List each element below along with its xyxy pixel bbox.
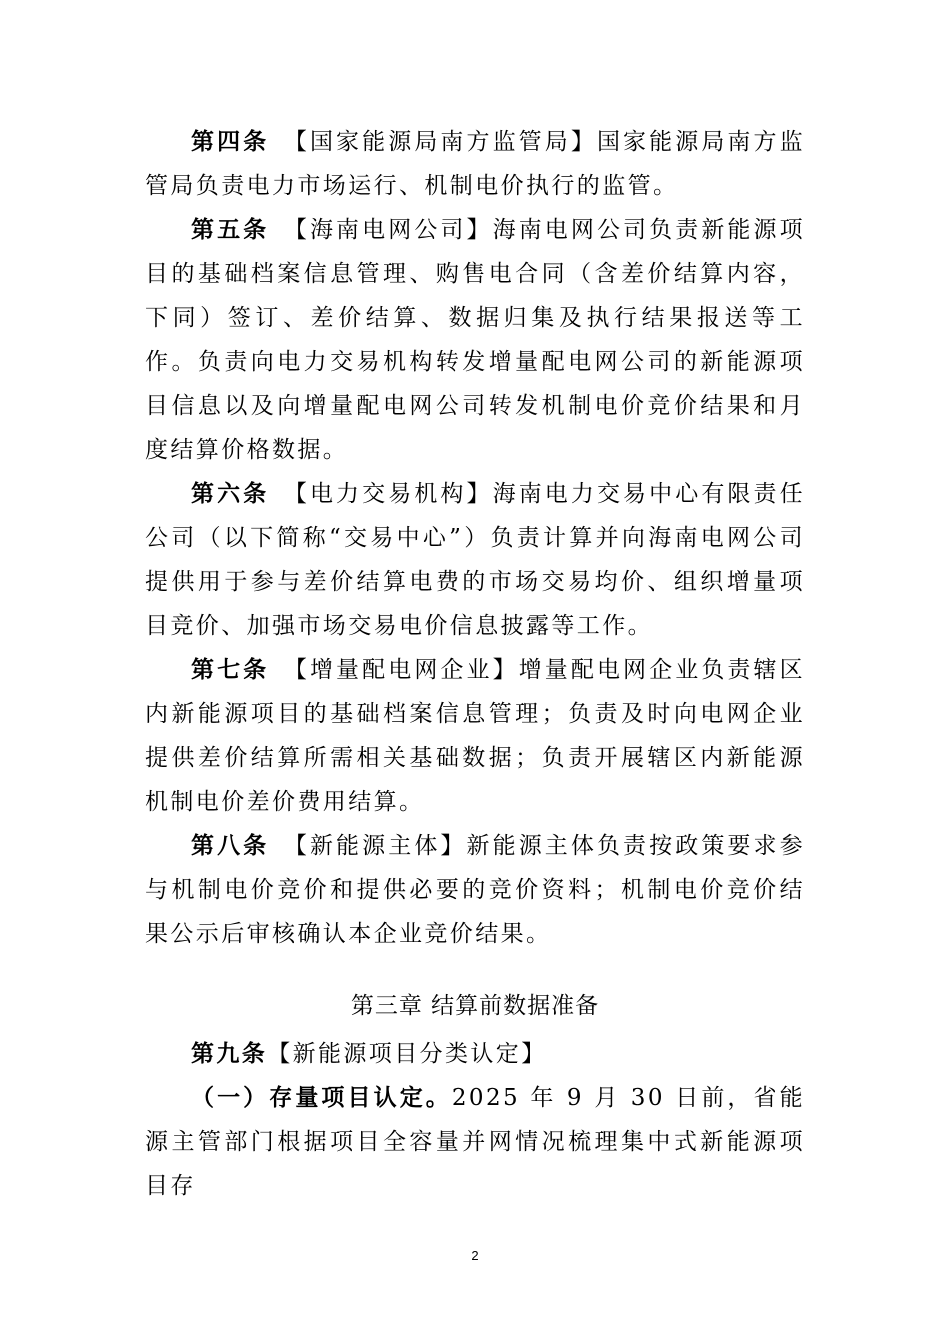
article-text: 海南电网公司负责新能源项目的基础档案信息管理、购售电合同（含差价结算内容，下同）签订、差价结算、数据归集及执行结果报送等工作。负责向电力交易机构转发增量配电网公司的新能源项目信息以及向增量配电网公司转发机制电价竞价结果和月度结算价格数据。 [145, 217, 806, 463]
article-heading: 【新能源项目分类认定】 [267, 1041, 547, 1067]
document-body [145, 120, 805, 1208]
chapter-title: 第三章 结算前数据准备 [350, 993, 600, 1019]
article-heading: 【海南电网公司】 [295, 217, 493, 243]
article-label: 第五条 [191, 217, 270, 243]
item-1 [145, 1076, 805, 1208]
page-number: 2 [471, 1248, 479, 1263]
article-text: 海南电力交易中心有限责任公司（以下简称“交易中心”）负责计算并向海南电网公司提供用于参与差价结算电费的市场交易均价、组织增量项目竞价、加强市场交易电价信息披露等工作。 [145, 481, 806, 639]
article-label: 第四条 [191, 129, 270, 155]
article-text: 增量配电网企业负责辖区内新能源项目的基础档案信息管理；负责及时向电网企业提供差价结算所需相关基础数据；负责开展辖区内新能源机制电价差价费用结算。 [145, 657, 805, 815]
article-label: 第六条 [191, 481, 270, 507]
article-4 [145, 120, 805, 208]
article-7 [145, 648, 805, 824]
article-label: 第八条 [191, 833, 270, 859]
article-8 [145, 824, 805, 956]
article-9 [145, 1032, 805, 1076]
article-heading: 【增量配电网企业】 [295, 657, 519, 683]
article-6 [145, 472, 805, 648]
item-text: 2025 年 9 月 30 日前，省能源主管部门根据项目全容量并网情况梳理集中式新能源项目存 [145, 1085, 806, 1199]
article-5 [145, 208, 805, 472]
article-heading: 【新能源主体】 [295, 833, 467, 859]
article-heading: 【国家能源局南方监管局】 [295, 129, 597, 155]
article-heading: 【电力交易机构】 [295, 481, 493, 507]
article-text: 新能源主体负责按政策要求参与机制电价竞价和提供必要的竞价资料；机制电价竞价结果公示后审核确认本企业竞价结果。 [145, 833, 805, 947]
item-lead: （一）存量项目认定。 [191, 1085, 452, 1111]
article-text: 国家能源局南方监管局负责电力市场运行、机制电价执行的监管。 [145, 129, 806, 199]
article-label: 第七条 [191, 657, 270, 683]
article-label: 第九条 [191, 1041, 268, 1067]
